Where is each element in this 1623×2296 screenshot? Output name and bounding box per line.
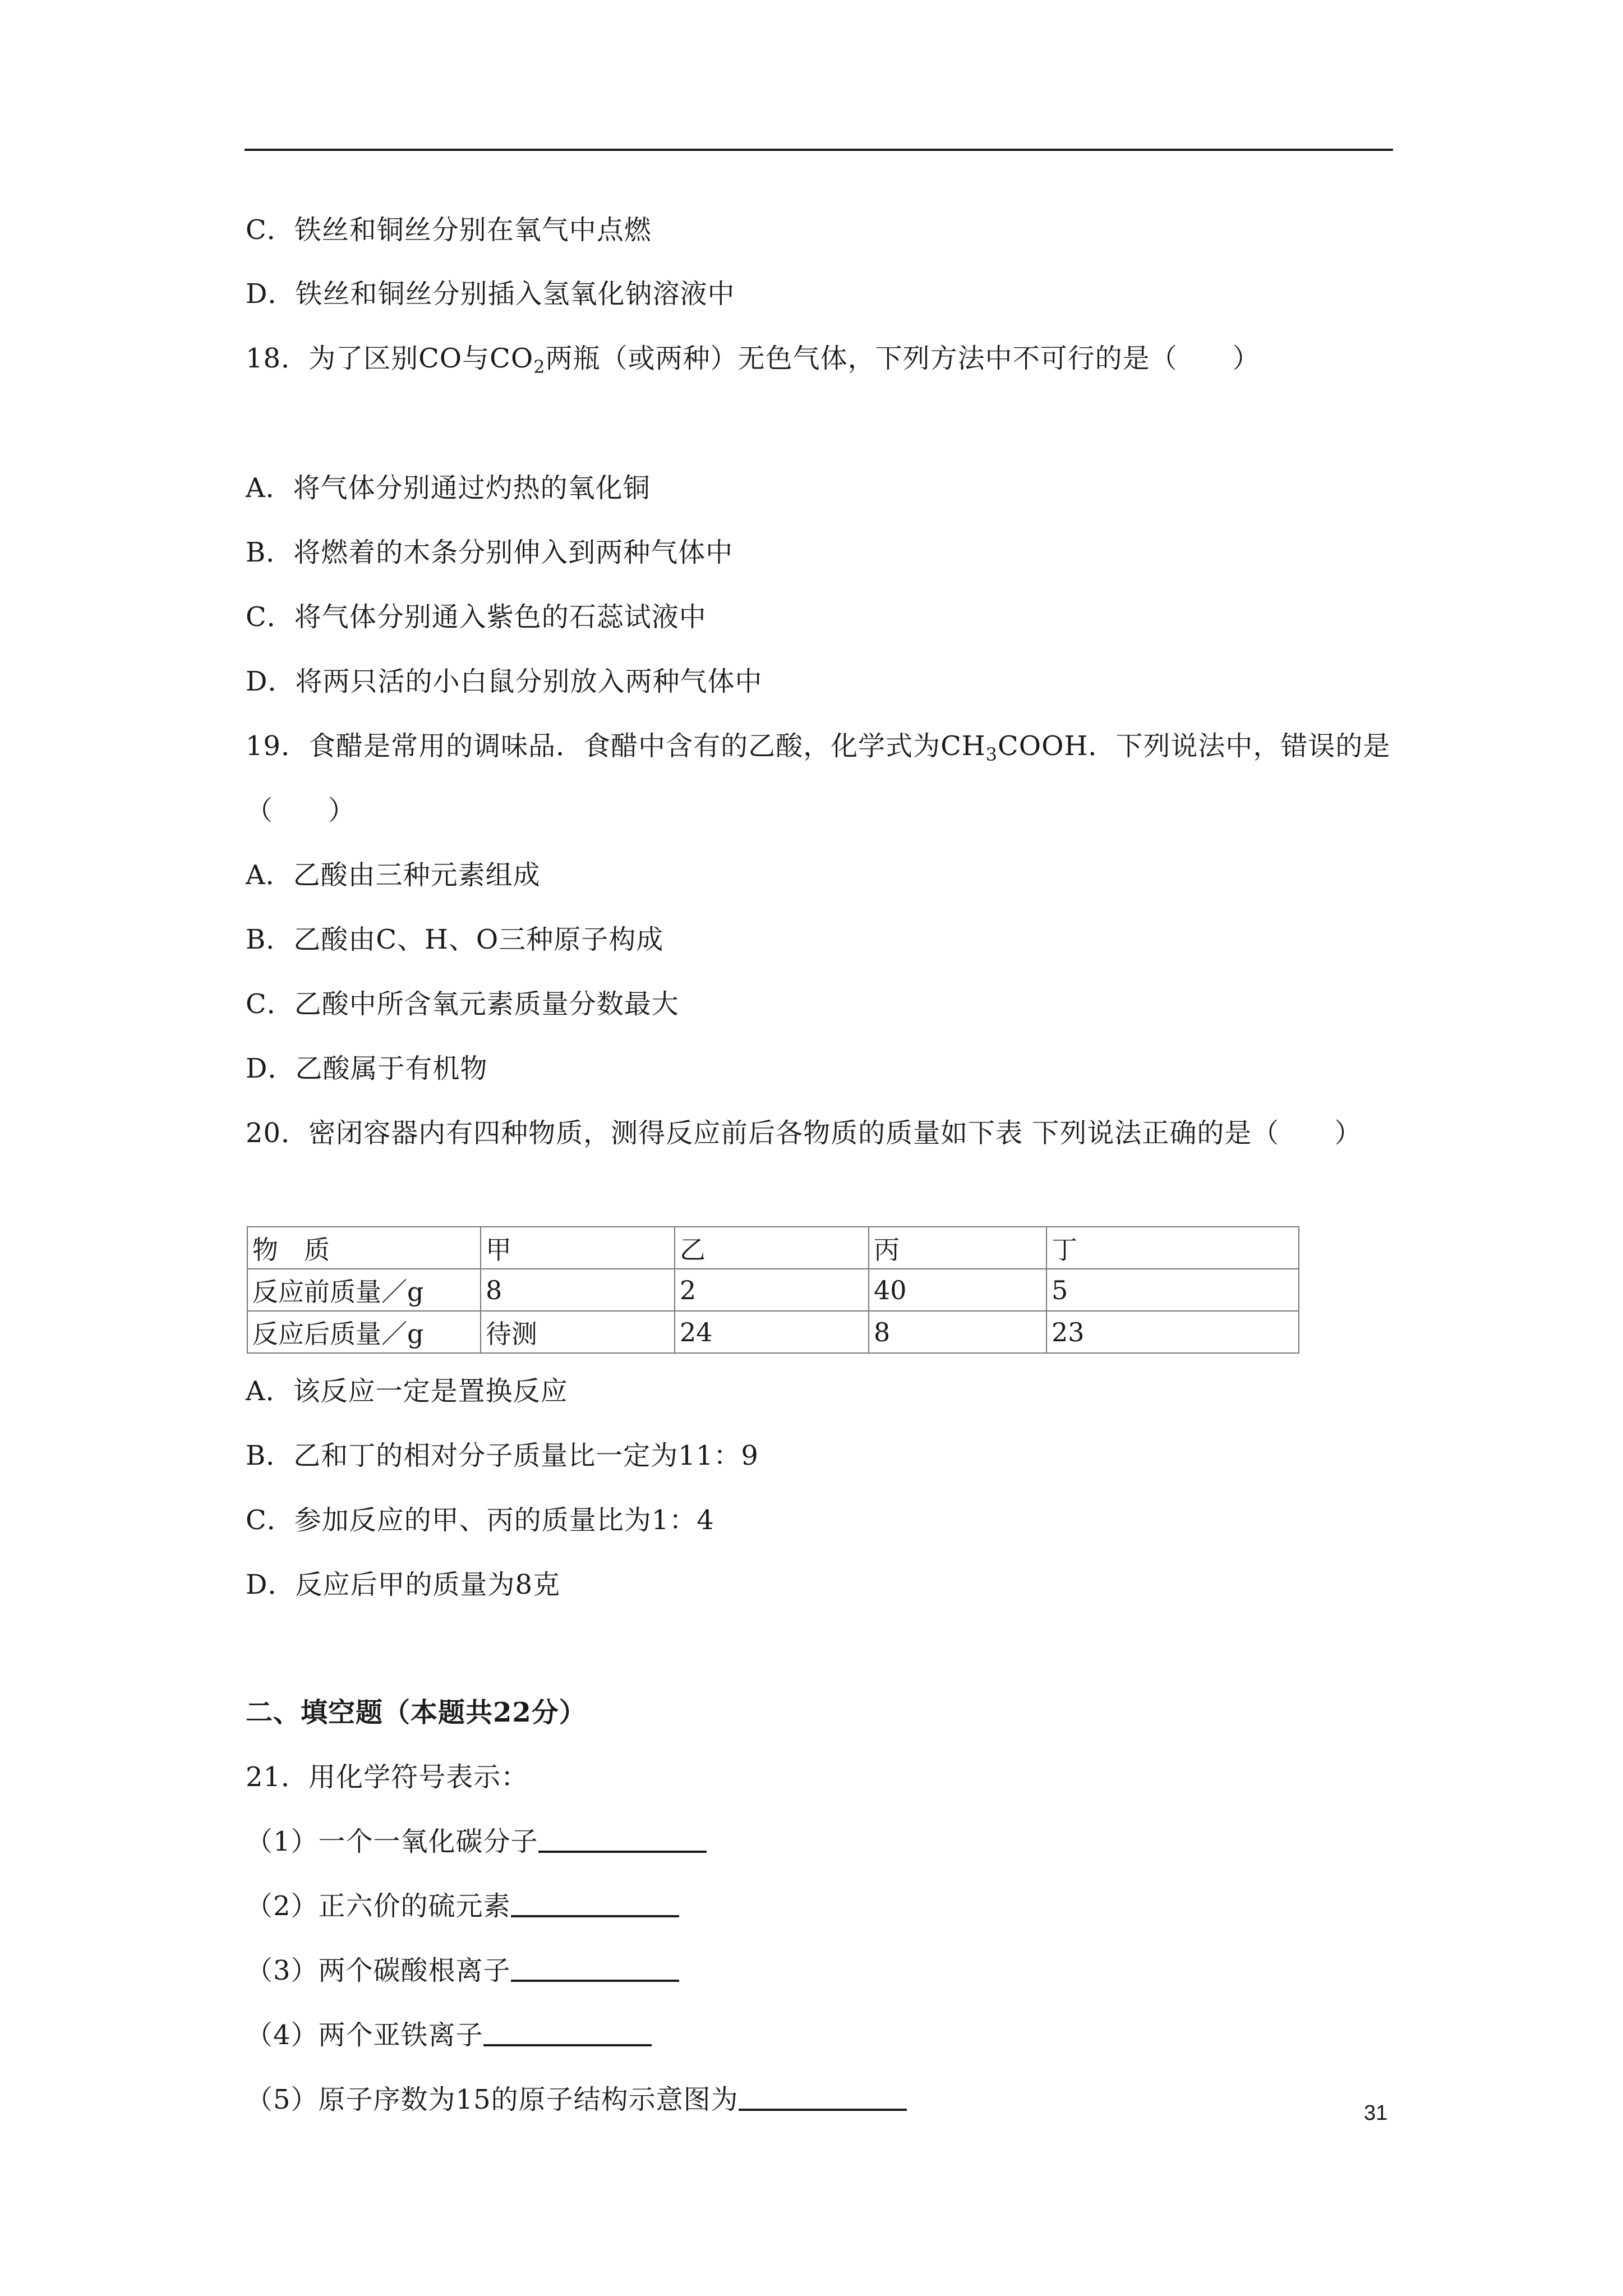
table-cell: 23 [1046, 1311, 1299, 1353]
table-cell: 24 [675, 1311, 869, 1353]
answer-blank[interactable] [483, 2019, 652, 2046]
table-cell: 丙 [869, 1227, 1046, 1269]
q21-item-2-text: （2）正六价的硫元素 [246, 1890, 511, 1922]
q18-option-c: C．将气体分别通入紫色的石蕊试液中 [246, 601, 707, 633]
answer-blank[interactable] [511, 1955, 679, 1982]
table-cell: 物 质 [247, 1227, 481, 1269]
q20-option-b: B．乙和丁的相对分子质量比一定为11：9 [246, 1440, 759, 1471]
table-row [247, 1311, 1299, 1353]
q19-option-c: C．乙酸中所含氧元素质量分数最大 [246, 988, 679, 1020]
section-heading: 二、填空题（本题共22分） [246, 1697, 587, 1728]
q21-item-4 [246, 2018, 652, 2052]
q21-item-3-text: （3）两个碳酸根离子 [246, 1955, 511, 1986]
q19-option-b: B．乙酸由C、H、O三种原子构成 [246, 924, 664, 955]
q17-option-c: C．铁丝和铜丝分别在氧气中点燃 [246, 214, 652, 246]
q20-option-c: C．参加反应的甲、丙的质量比为1：4 [246, 1504, 714, 1536]
table-cell: 甲 [481, 1227, 675, 1269]
q18-option-a: A．将气体分别通过灼热的氧化铜 [246, 472, 651, 504]
table-cell: 8 [481, 1269, 675, 1311]
table-cell: 反应后质量／g [247, 1311, 481, 1353]
table-cell: 5 [1046, 1269, 1299, 1311]
table-cell: 待测 [481, 1311, 675, 1353]
q18-stem [246, 342, 1260, 384]
q20-option-d: D．反应后甲的质量为8克 [246, 1569, 561, 1600]
table-cell: 8 [869, 1311, 1046, 1353]
table-cell: 丁 [1046, 1227, 1299, 1269]
q19-subscript: 3 [985, 744, 998, 765]
q19-option-d: D．乙酸属于有机物 [246, 1053, 488, 1084]
header-rule [245, 149, 1393, 151]
q18-stem-part2: 两瓶（或两种）无色气体，下列方法中不可行的是（ ） [545, 343, 1260, 374]
q21-item-5 [246, 2083, 907, 2116]
table-cell: 反应前质量／g [247, 1269, 481, 1311]
q19-answer-paren: （ ） [246, 795, 356, 826]
table-row [247, 1227, 1299, 1269]
q20-stem: 20．密闭容器内有四种物质，测得反应前后各物质的质量如下表 下列说法正确的是（ ） [246, 1117, 1362, 1149]
table-cell: 2 [675, 1269, 869, 1311]
q21-item-2 [246, 1889, 679, 1923]
q19-option-a: A．乙酸由三种元素组成 [246, 859, 541, 891]
answer-blank[interactable] [538, 1826, 707, 1853]
table-cell: 40 [869, 1269, 1046, 1311]
answer-blank[interactable] [739, 2084, 907, 2111]
q21-item-1 [246, 1825, 707, 1858]
table-cell: 乙 [675, 1227, 869, 1269]
q18-stem-part1: 18．为了区别CO与CO [246, 343, 534, 374]
table-row [247, 1269, 1299, 1311]
q17-option-d: D．铁丝和铜丝分别插入氢氧化钠溶液中 [246, 278, 735, 310]
q18-option-b: B．将燃着的木条分别伸入到两种气体中 [246, 537, 734, 568]
q21-item-4-text: （4）两个亚铁离子 [246, 2019, 483, 2051]
q21-item-5-text: （5）原子序数为15的原子结构示意图为 [246, 2084, 739, 2115]
mass-table [247, 1226, 1299, 1354]
page-number: 31 [1364, 2101, 1388, 2125]
q21-item-1-text: （1）一个一氧化碳分子 [246, 1826, 538, 1857]
q20-option-a: A．该反应一定是置换反应 [246, 1375, 568, 1407]
q19-stem-part2: COOH．下列说法中，错误的是 [998, 730, 1391, 762]
q19-stem [246, 729, 1390, 771]
q21-item-3 [246, 1954, 679, 1987]
q21-stem: 21．用化学符号表示： [246, 1761, 529, 1793]
q18-subscript: 2 [533, 356, 546, 378]
answer-blank[interactable] [511, 1890, 679, 1917]
q18-option-d: D．将两只活的小白鼠分别放入两种气体中 [246, 666, 763, 697]
q19-stem-part1: 19．食醋是常用的调味品．食醋中含有的乙酸，化学式为CH [246, 730, 986, 762]
